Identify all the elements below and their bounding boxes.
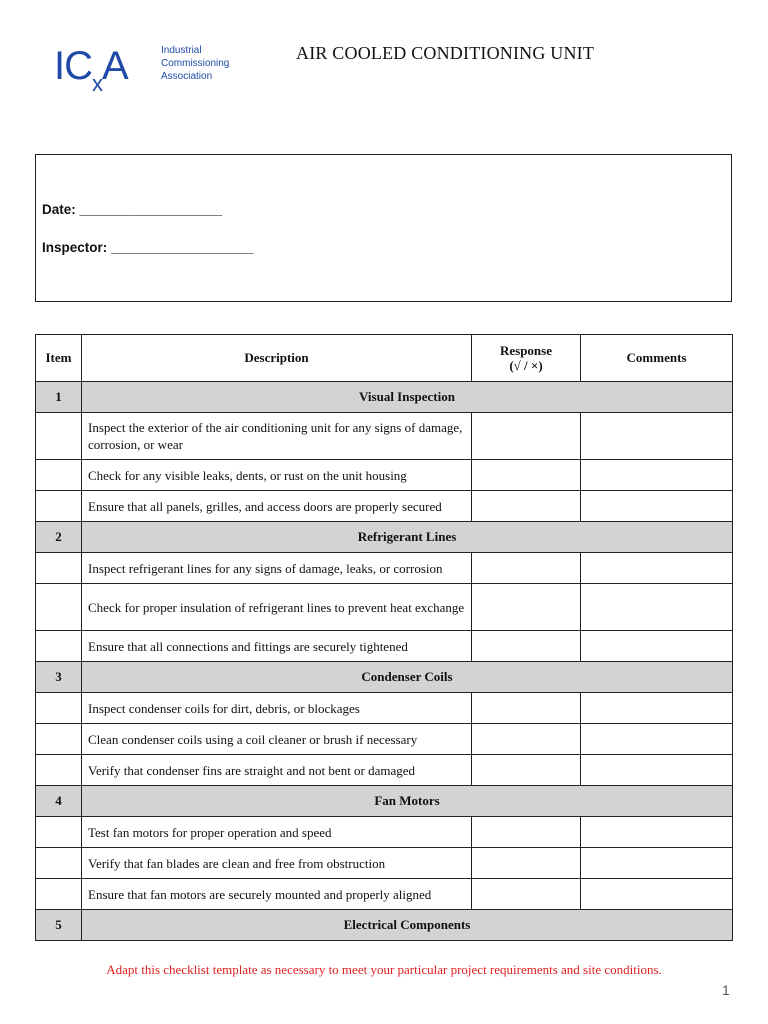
table-row bbox=[36, 491, 733, 522]
table-row bbox=[36, 693, 733, 724]
header-response: Response (√ / ×) bbox=[472, 335, 581, 382]
item-cell bbox=[36, 553, 82, 584]
response-cell[interactable] bbox=[472, 755, 581, 786]
comments-cell[interactable] bbox=[581, 848, 733, 879]
table-row bbox=[36, 724, 733, 755]
comments-cell[interactable] bbox=[581, 879, 733, 910]
checklist-table bbox=[35, 334, 733, 941]
item-cell bbox=[36, 755, 82, 786]
item-cell bbox=[36, 413, 82, 460]
section-number: 4 bbox=[36, 786, 82, 817]
description-cell: Check for proper insulation of refrigerant lines to prevent heat exchange bbox=[82, 584, 472, 631]
header-item: Item bbox=[36, 335, 82, 382]
logo-mark: $IC_xA$ bbox=[54, 44, 128, 96]
response-cell[interactable] bbox=[472, 413, 581, 460]
table-header-row bbox=[36, 335, 733, 382]
table-row bbox=[36, 848, 733, 879]
comments-cell[interactable] bbox=[581, 553, 733, 584]
description-cell: Ensure that fan motors are securely mounted and properly aligned bbox=[82, 879, 472, 910]
response-cell[interactable] bbox=[472, 879, 581, 910]
table-row bbox=[36, 460, 733, 491]
section-number: 3 bbox=[36, 662, 82, 693]
response-cell[interactable] bbox=[472, 693, 581, 724]
comments-cell[interactable] bbox=[581, 724, 733, 755]
footer-note: Adapt this checklist template as necessary to meet your particular project requirements and site conditions. bbox=[106, 962, 662, 977]
comments-cell[interactable] bbox=[581, 460, 733, 491]
header-description: Description bbox=[82, 335, 472, 382]
item-cell bbox=[36, 879, 82, 910]
description-cell: Inspect the exterior of the air conditioning unit for any signs of damage, corrosion, or wear bbox=[82, 413, 472, 460]
section-row bbox=[36, 786, 733, 817]
response-cell[interactable] bbox=[472, 553, 581, 584]
logo-text: Industrial Commissioning Association bbox=[161, 45, 230, 82]
comments-cell[interactable] bbox=[581, 491, 733, 522]
description-cell: Verify that fan blades are clean and free from obstruction bbox=[82, 848, 472, 879]
response-cell[interactable] bbox=[472, 584, 581, 631]
item-cell bbox=[36, 491, 82, 522]
response-cell[interactable] bbox=[472, 491, 581, 522]
description-cell: Verify that condenser fins are straight and not bent or damaged bbox=[82, 755, 472, 786]
section-title: Visual Inspection bbox=[82, 382, 733, 413]
table-row bbox=[36, 755, 733, 786]
description-cell: Test fan motors for proper operation and speed bbox=[82, 817, 472, 848]
table-row bbox=[36, 584, 733, 631]
section-number: 2 bbox=[36, 522, 82, 553]
comments-cell[interactable] bbox=[581, 584, 733, 631]
checklist-body bbox=[36, 382, 733, 941]
response-cell[interactable] bbox=[472, 724, 581, 755]
document-title: AIR COOLED CONDITIONING UNIT bbox=[296, 43, 595, 63]
table-row bbox=[36, 553, 733, 584]
comments-cell[interactable] bbox=[581, 817, 733, 848]
response-cell[interactable] bbox=[472, 631, 581, 662]
description-cell: Ensure that all panels, grilles, and access doors are properly secured bbox=[82, 491, 472, 522]
table-row bbox=[36, 413, 733, 460]
section-title: Electrical Components bbox=[82, 910, 733, 941]
item-cell bbox=[36, 631, 82, 662]
section-row bbox=[36, 522, 733, 553]
page-number: 1 bbox=[722, 982, 730, 998]
section-title: Condenser Coils bbox=[82, 662, 733, 693]
section-title: Refrigerant Lines bbox=[82, 522, 733, 553]
description-cell: Inspect refrigerant lines for any signs of damage, leaks, or corrosion bbox=[82, 553, 472, 584]
response-cell[interactable] bbox=[472, 817, 581, 848]
section-number: 1 bbox=[36, 382, 82, 413]
item-cell bbox=[36, 724, 82, 755]
description-cell: Ensure that all connections and fittings are securely tightened bbox=[82, 631, 472, 662]
description-cell: Clean condenser coils using a coil cleaner or brush if necessary bbox=[82, 724, 472, 755]
section-row bbox=[36, 662, 733, 693]
response-cell[interactable] bbox=[472, 848, 581, 879]
item-cell bbox=[36, 584, 82, 631]
inspector-field[interactable]: Inspector: ___________________ bbox=[42, 240, 254, 255]
table-row bbox=[36, 817, 733, 848]
ica-logo bbox=[51, 40, 241, 96]
comments-cell[interactable] bbox=[581, 693, 733, 724]
section-title: Fan Motors bbox=[82, 786, 733, 817]
item-cell bbox=[36, 848, 82, 879]
response-cell[interactable] bbox=[472, 460, 581, 491]
description-cell: Inspect condenser coils for dirt, debris, or blockages bbox=[82, 693, 472, 724]
item-cell bbox=[36, 817, 82, 848]
comments-cell[interactable] bbox=[581, 631, 733, 662]
header-comments: Comments bbox=[581, 335, 733, 382]
section-number: 5 bbox=[36, 910, 82, 941]
table-row bbox=[36, 879, 733, 910]
date-field[interactable]: Date: ___________________ bbox=[42, 202, 223, 217]
section-row bbox=[36, 382, 733, 413]
section-row bbox=[36, 910, 733, 941]
item-cell bbox=[36, 693, 82, 724]
description-cell: Check for any visible leaks, dents, or rust on the unit housing bbox=[82, 460, 472, 491]
comments-cell[interactable] bbox=[581, 755, 733, 786]
item-cell bbox=[36, 460, 82, 491]
comments-cell[interactable] bbox=[581, 413, 733, 460]
table-row bbox=[36, 631, 733, 662]
inspection-info-box bbox=[35, 154, 732, 302]
